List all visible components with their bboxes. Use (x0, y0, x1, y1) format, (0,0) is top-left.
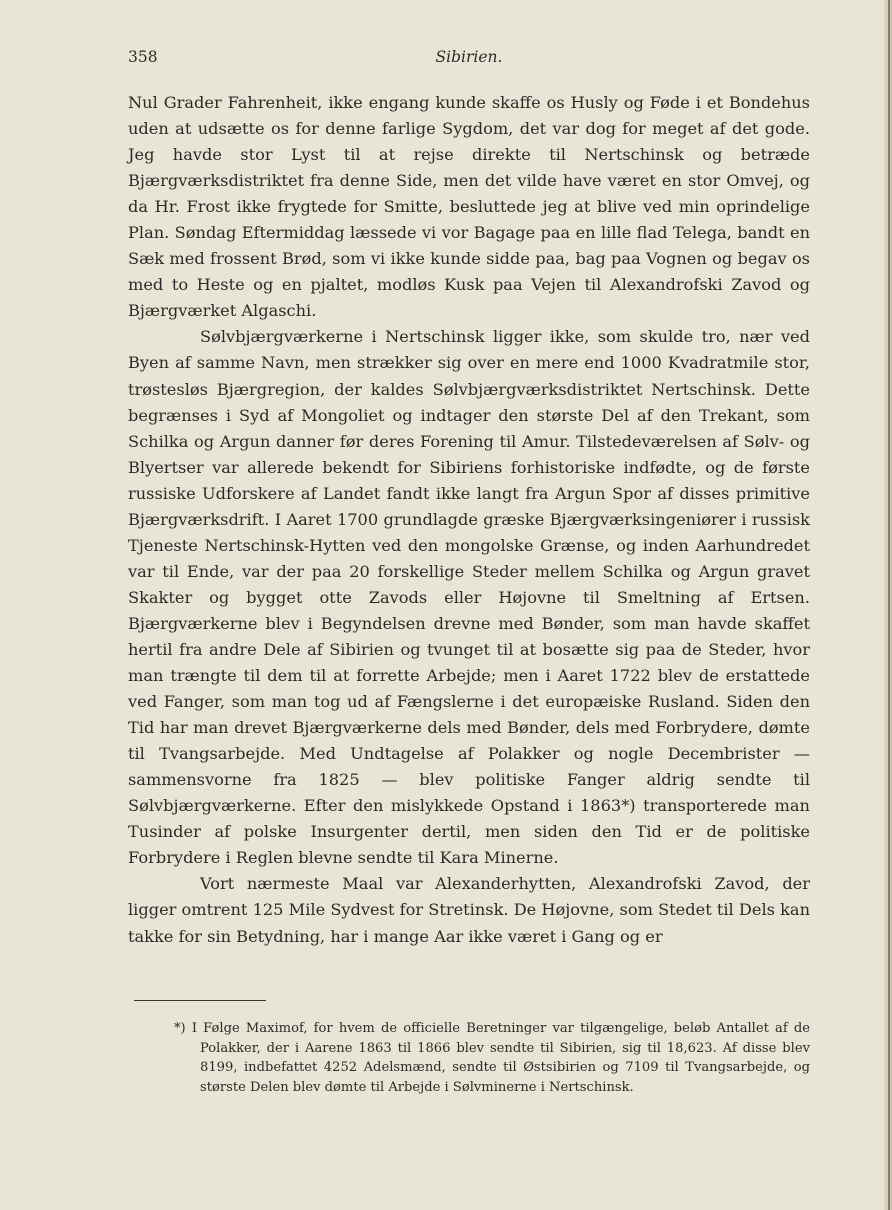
page-header (128, 48, 810, 72)
page-number: 358 (128, 48, 158, 66)
paragraph-3: Vort nærmeste Maal var Alexanderhytten, Alexandrofski Zavod, der ligger omtrent 125 Mile Sydvest for Stretinsk. De Højovne, som Stedet til Dels kan takke for sin Betydning, har i mange Aar ikke været i Gang og er (128, 874, 810, 946)
paragraph-2: Sølvbjærgværkerne i Nertschinsk ligger ikke, som skulde tro, nær ved Byen af samme Navn, men strækker sig over en mere end 1000 Kvadratmile stor, trøstesløs Bjærgregion, der kaldes Sølvbjærgværksdistriktet Nertschinsk. Dette begrænses i Syd af Mongoliet og indtager den største Del af den Trekant, som Schilka og Argun danner før deres Forening til Amur. Tilstedeværelsen af Sølv- og Blyertser var allerede bekendt for Sibiriens forhistoriske indfødte, og de første russiske Udforskere af Landet fandt ikke langt fra Argun Spor af disses primitive Bjærgværksdrift. I Aaret 1700 grundlagde græske Bjærgværksingeniører i russisk Tjeneste Nertschinsk-Hytten ved den mongolske Grænse, og inden Aarhundredet var til Ende, var der paa 20 forskellige Steder mellem Schilka og Argun gravet Skakter og bygget otte Zavods eller Højovne til Smeltning af Ertsen. Bjærgværkerne blev i Begyndelsen drevne med Bønder, som man havde skaffet hertil fra andre Dele af Sibirien og tvunget til at bosætte sig paa de Steder, hvor man trængte til dem til at forrette Arbejde; men i Aaret 1722 blev de erstattede ved Fanger, som man tog ud af Fængslerne i det europæiske Rusland. Siden den Tid har man drevet Bjærgværkerne dels med Bønder, dels med Forbrydere, dømte til Tvangsarbejde. Med Undtagelse af Polakker og nogle Decembrister — sammensvorne fra 1825 — blev politiske Fanger aldrig sendte til Sølvbjærgværkerne. Efter den mislykkede Opstand i 1863*) transporterede man Tusinder af polske Insurgenter dertil, men siden den Tid er de politiske Forbrydere i Reglen blevne sendte til Kara Minerne. (128, 327, 810, 868)
footnote: *) I Følge Maximof, for hvem de officielle Beretninger var tilgængelige, beløb Antallet af de Polakker, der i Aarene 1863 til 1866 blev sendte til Sibirien, sig til 18,623. Af disse blev 8199, indbefattet 4252 Adelsmænd, sendte til Østsibirien og 7109 til Tvangsarbejde, og største Delen blev dømte til Arbejde i Sølvminerne i Nertschinsk. (174, 1021, 810, 1095)
page-edge-line (888, 0, 890, 1210)
footnote-rule (134, 1000, 266, 1001)
body-text (128, 90, 810, 950)
running-title: Sibirien. (435, 48, 503, 66)
paragraph-1: Nul Grader Fahrenheit, ikke engang kunde skaffe os Husly og Føde i et Bondehus uden at udsætte os for denne farlige Sygdom, det var dog for meget af det gode. Jeg havde stor Lyst til at rejse direkte til Nertschinsk og betræde Bjærgværksdistriktet fra denne Side, men det vilde have været en stor Omvej, og da Hr. Frost ikke frygtede for Smitte, besluttede jeg at blive ved min oprindelige Plan. Søndag Eftermiddag læssede vi vor Bagage paa en lille flad Telega, bandt en Sæk med frossent Brød, som vi ikke kunde sidde paa, bag paa Vognen og begav os med to Heste og en pjaltet, modløs Kusk paa Vejen til Alexandrofski Zavod og Bjærgværket Algaschi. (128, 93, 810, 321)
